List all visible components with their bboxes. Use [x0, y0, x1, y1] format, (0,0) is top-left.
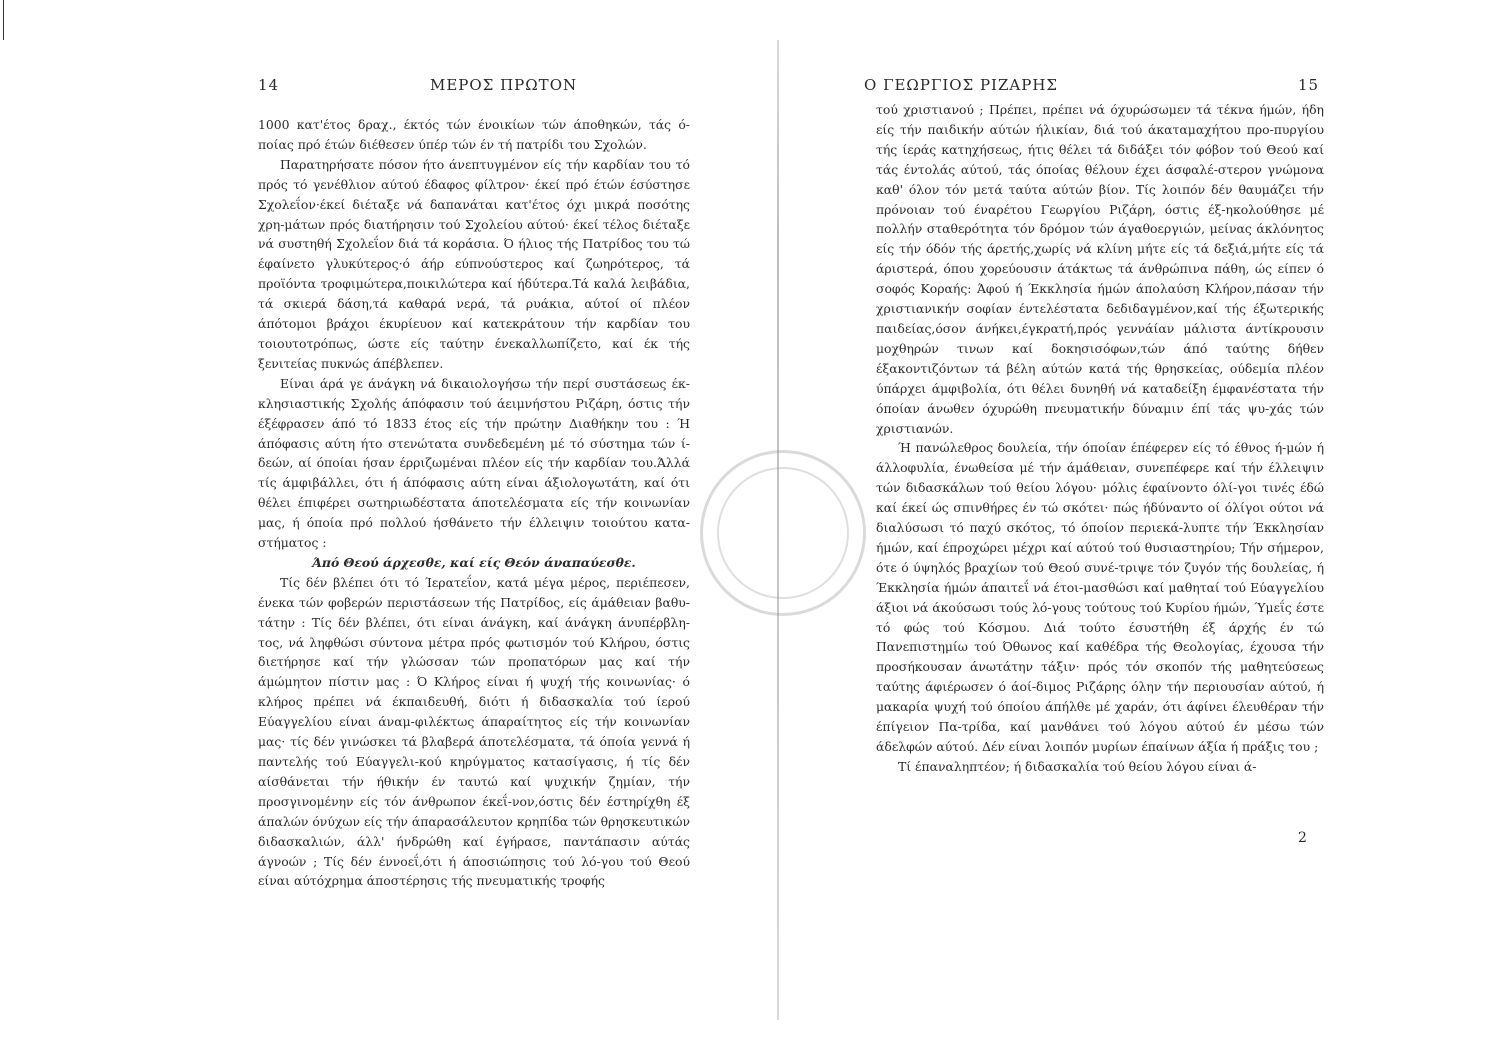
left-paragraph: Είναι άρά γε άνάγκη νά δικαιολογήσω τήν περί συστάσεως έκ-κλησιαστικής Σχολής άπόφασιν τού άειμνήστου Ριζάρη, όστις τήν έξέφρασεν άπό τό 1833 έτος είς τήν πρώτην Διαθήκην του : Ή άπόφασις αύτη ήτο στενώτατα συνδεδεμένη μέ τό σύστημα τών ί-δεών, αί όποίαι ήσαν έρριζωμέναι πλέον είς τήν καρδίαν του.Άλλά τίς άμφιβάλλει, ότι ή άπόφασις αύτη είναι άξιολογωτάτη, καί ότι θέλει έπιφέρει σωτηριωδέστατα άποτελέσματα είς τήν κοινωνίαν μας, ή όποία πρό πολλού ήσθάνετο τήν έλλειψιν τοιούτου κατα-στήματος :	[258, 375, 690, 551]
right-page-number: 15	[1298, 76, 1320, 94]
left-body-text	[258, 115, 690, 891]
right-page	[778, 0, 1500, 1047]
right-paragraph: Ή πανώλεθρος δουλεία, τήν όποίαν έπέφερεν είς τό έθνος ή-μών ή άλλοφυλία, ένωθείσα μέ τήν άμάθειαν, συνεπέφερε καί τήν έλλειψιν τών διδασκάλων τού θείου λόγου· μόλις έφαίνοντο όλί-γοι τινές έδώ καί έκεί ώς σπινθήρες έν τώ σκότει· πώς ήδύναντο οί όλίγοι ούτοι νά διαλύσωσι τό παχύ σκότος, τό όποίον περιεκά-λυπτε τήν Έκκλησίαν ήμών, καί έπροχώρει μέχρι καί αύτού τού θυσιαστηρίου; Τήν σήμερον, ότε ό ύψηλός βραχίων τού Θεού συνέ-τριψε τόν ζυγόν τής δουλείας, ή Έκκλησία ήμών άπαιτεΐ νά έτοι-μασθώσι καί μαθηταί τού Εύαγγελίου άξιοι νά άκούσωσι τούς λό-γους τούτους τού Κυρίου ήμών, Ύμεΐς έστε τό φώς τού Κόσμου. Διά τούτο έσυστήθη έξ άρχής έν τώ Πανεπιστημίω τού Όθωνος καί καθέδρα τής Θεολογίας, έχουσα τήν προσήκουσαν άνωτάτην τάξιν· πρός τόν σκοπόν τής μαθητεύσεως ταύτης άφιέρωσεν ό άοί-διμος Ριζάρης όλην τήν περιουσίαν αύτού, ή μακαρία ψυχή τού όποίου άπήλθε μέ χαράν, ότι άφίνει έλευθέραν τήν έπίγειον Πα-τρίδα, καί μανθάνει τού λόγου αύτού έν μέσω τών άδελφών αύτού. Δέν είναι λοιπόν μυρίων έπαίνων άξία ή πράξις του ;	[876, 440, 1324, 754]
right-paragraph: Τί έπαναληπτέον; ή διδασκαλία τού θείου λόγου είναι ά-	[898, 758, 1257, 774]
left-paragraph: Τίς δέν βλέπει ότι τό Ίερατεΐον, κατά μέγα μέρος, περιέπεσεν, ένεκα τών φοβερών περιστάσεων τής Πατρίδος, είς άμάθειαν βαθυ-τάτην : Τίς δέν βλέπει, ότι είναι άνάγκη, καί άνάγκη άνυπέρβλη-τος, νά ληφθώσι σύντονα μέτρα πρός φωτισμόν τού Κλήρου, όστις διετήρησε καί τήν γλώσσαν τών προπατόρων μας καί τήν άμώμητον πίστιν μας : Ό Κλήρος είναι ή ψυχή τής κοινωνίας· ό κλήρος πρέπει νά έκπαιδευθή, διότι ή διδασκαλία τού ίερού Εύαγγελίου είναι άναμ-φιλέκτως άπαραίτητος είς τήν κοινωνίαν μας· τίς δέν γινώσκει τά βλαβερά άποτελέσματα, τά όποία γεννά ή παντελής τού Εύαγγελι-κού κηρύγματος κατασίγασις, ή τίς δέν αίσθάνεται τήν ήθικήν έν ταυτώ καί ψυχικήν ζημίαν, τήν προσγινομένην είς τόν άνθρωπον έκεΐ-νον,όστις δέν έστηρίχθη έξ άπαλών όνύχων είς τήν άπαρασάλευτον κρηπίδα τών θρησκευτικών διδασκαλιών, άλλ' ήνδρώθη καί έγήρασε, παντάπασιν αύτάς άγνοών ; Τίς δέν έννοεΐ,ότι ή άποσιώπησις τού λό-γου τού Θεού είναι αύτόχρημα άποστέρησις τής πνευματικής τροφής	[258, 574, 690, 889]
right-paragraph: τού χριστιανού ; Πρέπει, πρέπει νά όχυρώσωμεν τά τέκνα ήμών, ήδη είς τήν παιδικήν αύτών ήλικίαν, διά τού άκαταμαχήτου προ-πυργίου τής ίεράς κατηχήσεως, ήτις θέλει τά διδάξει τόν φόβον τού Θεού καί τάς έντολάς αύτού, τάς όποίας θέλουν έχει άσφαλέ-στερον γνώμονα καθ' όλον τόν μετά ταύτα αύτών βίον. Τίς λοιπόν δέν θαυμάζει τήν πρόνοιαν τού έναρέτου Γεωργίου Ριζάρη, όστις έξ-ηκολούθησε μέ πολλήν σταθερότητα τόν δρόμον τών άγαθοεργιών, μείνας άκλόνητος είς τήν όδόν τής άρετής,χωρίς νά κλίνη μήτε είς τά δεξιά,μήτε είς τά άριστερά, όπου χορεύουσιν άτάκτως τά άνθρώπινα πάθη, ώς είπεν ό σοφός Κοραής: Άφού ή Έκκλησία ήμών άπολαύση Κλήρον,πάσαν τήν χριστιανικήν σοφίαν έντελέστατα δεδιδαγμένον,καί τής έξωτερικής παιδείας,όσον άνήκει,έγκρατή,πρός γεννάίαν μάλιστα άντίκρουσιν μοχθηρών τινων καί δοκησισόφων,τών άπό ταύτης δήθεν έξακοντιζόντων τά βέλη αύτών κατά τής θρησκείας, ούδεμία πλέον ύπάρχει άμφιβολία, ότι θέλει δυνηθή νά καταδείξη έμφανέστατα τήν όποίαν άνωθεν όχυρώθη πνευματικήν δύναμιν έπί τάς ψυ-χάς τών χριστιανών.	[876, 102, 1324, 436]
right-running-head: Ο ΓΕΩΡΓΙΟΣ ΡΙΖΑΡΗΣ	[864, 76, 1059, 94]
right-body-text	[876, 100, 1324, 777]
signature-mark: 2	[1298, 830, 1307, 846]
left-paragraph: 1000 κατ'έτος δραχ., έκτός τών ένοικίων τών άποθηκών, τάς ό-ποίας πρό έτών διέθεσεν ύπέρ τών έν τή πατρίδι του Σχολών.	[258, 117, 690, 152]
left-page-number: 14	[258, 76, 280, 94]
left-paragraph: Παρατηρήσατε πόσον ήτο άνεπτυγμένον είς τήν καρδίαν του τό πρός τό γενέθλιον αύτού έδαφος φίλτρον· έκεί πρό έτών έσύστησε Σχολεΐον·έκεί διέταξε νά δαπανάται κατ'έτος όχι μικρά ποσότης χρη-μάτων πρός διατήρησιν τού Σχολείου αύτού· έκεί τέλος διέταξε νά συστηθή Σχολεΐον διά τά κοράσια. Ό ήλιος τής Πατρίδος του τώ έφαίνετο γλυκύτερος·ό άήρ εύπνούστερος καί ζωηρότερος, τά προϊόντα τροφιμώτερα,ποικιλώτερα καί ήδύτερα.Τά καλά λειβάδια, τά σκιερά δάση,τά καθαρά νερά, τά ρυάκια, αύτοί οί πλέον άπότομοι βράχοι έκυρίευον καί κατεκράτουν τήν καρδίαν του τοιουτοτρόπως, ώστε είς ταύτην ένεκαλλωπίζετο, καί έκ τής ξενιτείας πυκνώς άπέβλεπεν.	[258, 156, 690, 371]
left-running-head: ΜΕΡΟΣ ΠΡΩΤΟΝ	[430, 76, 578, 94]
motto-quote: Άπό Θεού άρχεσθε, καί είς Θεόν άναπαύεσθε.	[312, 554, 636, 570]
